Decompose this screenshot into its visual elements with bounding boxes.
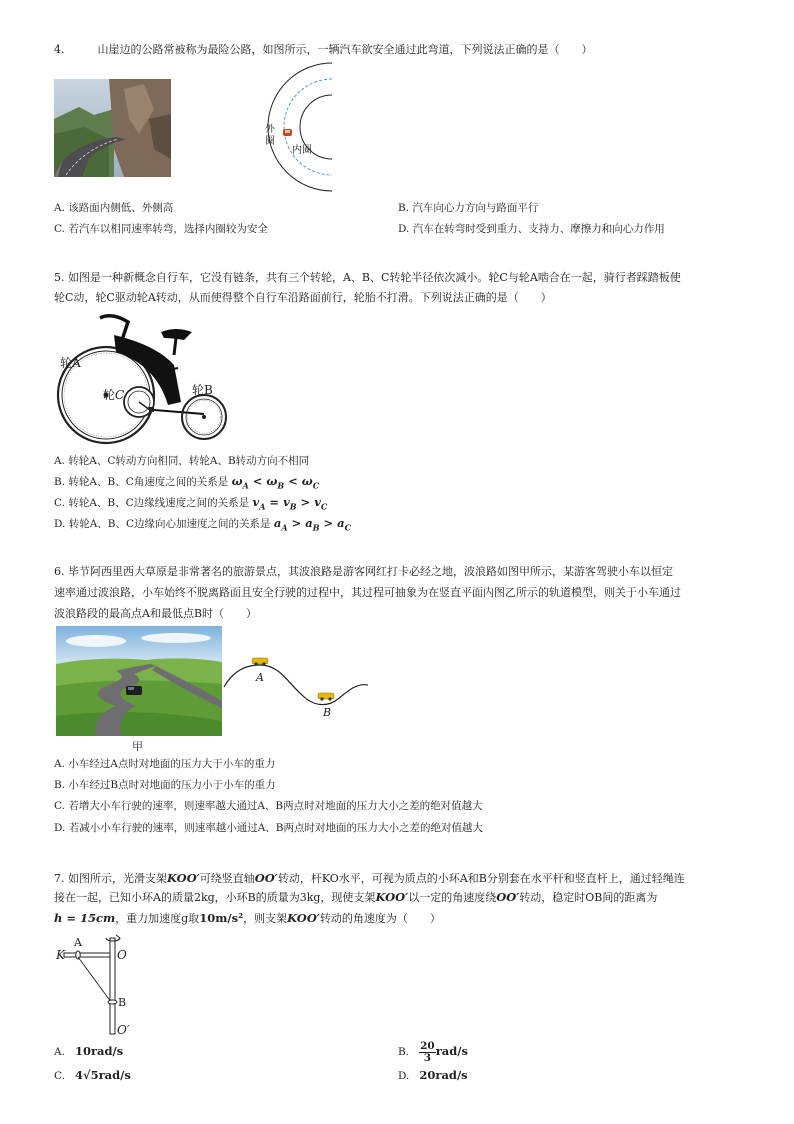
q7-option-b[interactable]: B. $\frac{20}{3}$ rad/s — [398, 1039, 468, 1064]
ring-b — [108, 1000, 117, 1004]
horizontal-rod — [64, 953, 110, 957]
q5-label-wheel-b: 轮B — [192, 383, 213, 397]
q7-label-o: O — [117, 948, 127, 962]
q7-option-a[interactable]: A. 10rad/s — [54, 1044, 124, 1058]
q5-line-1: 5. 如图是一种新概念自行车，它没有链条，共有三个转轮，A、B、C转轮半径依次减小。轮C与轮A啮合在一起，骑行者踩踏板使 — [54, 271, 681, 284]
q4-label-outer: 外圈 — [265, 124, 275, 147]
string — [78, 957, 111, 1002]
q7-option-d[interactable]: D. 20rad/s — [398, 1068, 468, 1082]
q7-line-2: 接在一起，已知小环A的质量2kg，小环B的质量为3kg，现使支架KOO′以一定的角速度绕OO′转动，稳定时OB间的距离为 — [54, 890, 658, 904]
q6-option-a[interactable]: A. 小车经过A点时对地面的压力大于小车的重力 — [54, 758, 276, 770]
q4-stem: 4. 山崖边的公路常被称为最险公路，如图所示，一辆汽车欲安全通过此弯道，下列说法正确的是（ ） — [54, 43, 593, 56]
car-icon — [126, 686, 142, 695]
q5-option-b[interactable]: B. 转轮A、B、C角速度之间的关系是 $\omega_A < \omega_B < \omega_C$ — [54, 474, 320, 491]
q7-line-3: h = 15cm，重力加速度g取10m/s²，则支架KOO′转动的角速度为（ ） — [54, 911, 441, 925]
q5-option-d[interactable]: D. 转轮A、B、C边缘向心加速度之间的关系是 $a_A > a_B > a_C$ — [54, 516, 351, 533]
q5-label-wheel-c: 轮C — [103, 388, 125, 402]
q5-option-a[interactable]: A. 转轮A、C转动方向相同，转轮A、B转动方向不相同 — [54, 455, 310, 467]
q7-label-a: A — [74, 936, 82, 949]
q5-bicycle-diagram — [56, 310, 236, 450]
car-at-b-icon — [318, 693, 334, 701]
q6-line-3: 波浪路段的最高点A和最低点B时（ ） — [54, 607, 258, 620]
q4-option-b[interactable]: B. 汽车向心力方向与路面平行 — [398, 202, 539, 214]
q6-option-c[interactable]: C. 若增大小车行驶的速率，则速率越大通过A、B两点时对地面的压力大小之差的绝对值越大 — [54, 800, 483, 812]
q6-label-a: A — [256, 671, 264, 684]
q6-line-1: 6. 毕节阿西里西大草原是非常著名的旅游景点，其波浪路是游客网红打卡必经之地，波浪路如图甲所示，某游客驾驶小车以恒定 — [54, 565, 673, 578]
lane-divider — [284, 79, 332, 175]
q5-option-c[interactable]: C. 转轮A、B、C边缘线速度之间的关系是 $v_A = v_B > v_C$ — [54, 495, 328, 512]
q4-label-inner: 内圈 — [292, 145, 312, 156]
q7-label-k: K — [56, 948, 65, 962]
handlebar — [100, 316, 128, 340]
fraction-20-over-3: $\frac{20}{3}$ — [420, 1039, 435, 1064]
q5-label-wheel-a: 轮A — [60, 356, 81, 370]
wheel-c — [124, 387, 154, 417]
q7-option-c[interactable]: C. 4√5rad/s — [54, 1068, 131, 1082]
q7-label-b: B — [118, 996, 127, 1009]
ring-a — [76, 951, 80, 959]
car-icon — [283, 129, 292, 136]
q6-line-2: 速率通过波浪路，小车始终不脱离路面且安全行驶的过程中，其过程可抽象为在竖直平面内图乙所示的轨道模型，则关于小车通过 — [54, 586, 681, 599]
q6-option-d[interactable]: D. 若减小小车行驶的速率，则速率越小通过A、B两点时对地面的压力大小之差的绝对值越大 — [54, 822, 484, 834]
wheel-b — [182, 395, 226, 439]
q6-caption: 甲 — [132, 740, 143, 753]
vertical-rod — [110, 938, 115, 1034]
q6-label-b: B — [323, 706, 332, 719]
q7-label-o-prime: O′ — [117, 1023, 130, 1037]
q4-option-a[interactable]: A. 该路面内侧低、外侧高 — [54, 202, 174, 214]
q6-option-b[interactable]: B. 小车经过B点时对地面的压力小于小车的重力 — [54, 779, 276, 791]
q7-line-1: 7. 如图所示，光滑支架KOO′可绕竖直轴OO′转动，杆KO水平，可视为质点的小环A和B分别套在水平杆和竖直杆上，通过轻绳连 — [54, 871, 685, 885]
q6-photo-wave-road — [56, 626, 222, 736]
q6-wave-track — [222, 655, 370, 717]
q4-option-c[interactable]: C. 若汽车以相同速率转弯，选择内圈较为安全 — [54, 223, 268, 235]
q4-option-d[interactable]: D. 汽车在转弯时受到重力、支持力、摩擦力和向心力作用 — [398, 223, 665, 235]
q4-photo-mountain-road — [54, 79, 171, 177]
q5-line-2: 轮C动，轮C驱动轮A转动，从而使得整个自行车沿路面前行，轮胎不打滑。下列说法正确的是（ ） — [54, 291, 552, 304]
